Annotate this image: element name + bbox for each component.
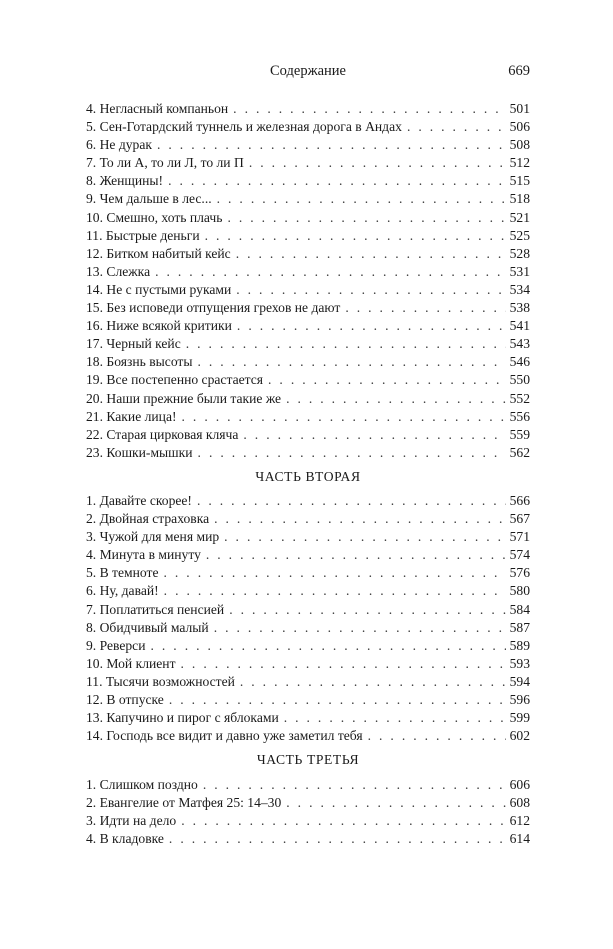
dot-leader (345, 299, 505, 317)
toc-entry-page: 531 (509, 263, 530, 279)
toc-entry-title: 14. Господь все видит и давно уже заметил тебя (86, 728, 363, 744)
toc-entry-title: 20. Наши прежние были такие же (86, 390, 282, 406)
toc-entry-page: 525 (509, 227, 530, 243)
toc-entry-title: 11. Тысячи возможностей (86, 673, 235, 689)
dot-leader (224, 528, 505, 546)
toc-entry-page: 508 (509, 137, 530, 153)
toc-part-three-list (86, 776, 530, 848)
toc-entry (86, 546, 530, 564)
toc-entry-title: 5. В темноте (86, 565, 159, 581)
part-two-heading: ЧАСТЬ ВТОРАЯ (255, 469, 361, 484)
toc-entry (86, 227, 530, 245)
dot-leader (205, 227, 506, 245)
dot-leader (249, 154, 506, 172)
toc-entry (86, 426, 530, 444)
dot-leader (157, 136, 506, 154)
toc-entry-page: 528 (509, 245, 530, 261)
toc-entry (86, 281, 530, 299)
toc-entry-page: 584 (509, 601, 530, 617)
toc-entry (86, 371, 530, 389)
toc-entry (86, 335, 530, 353)
toc-entry (86, 830, 530, 848)
dot-leader (198, 444, 506, 462)
toc-entry (86, 655, 530, 673)
toc-part-two-list (86, 492, 530, 745)
dot-leader (368, 727, 506, 745)
toc-entry-title: 10. Мой клиент (86, 655, 176, 671)
toc-entry-page: 543 (509, 336, 530, 352)
dot-leader (186, 335, 506, 353)
toc-entry-title: 6. Не дурак (86, 137, 152, 153)
toc-entry-title: 6. Ну, давай! (86, 583, 159, 599)
toc-entry-title: 7. То ли А, то ли Л, то ли П (86, 155, 244, 171)
toc-entry-title: 22. Старая цирковая кляча (86, 426, 239, 442)
toc-entry-title: 3. Идти на дело (86, 813, 177, 829)
toc-entry (86, 209, 530, 227)
toc-entry-page: 567 (509, 511, 530, 527)
toc-entry-page: 606 (509, 777, 530, 792)
toc-entry-title: 12. Битком набитый кейс (86, 245, 231, 261)
running-title: Содержание (270, 63, 346, 79)
toc-entry (86, 100, 530, 118)
toc-entry-title: 2. Евангелие от Матфея 25: 14–30 (86, 795, 282, 811)
toc-entry (86, 390, 530, 408)
toc-entry-page: 521 (509, 209, 530, 225)
dot-leader (286, 794, 505, 812)
toc-entry-title: 21. Какие лица! (86, 408, 177, 424)
toc-entry (86, 528, 530, 546)
toc-entry (86, 492, 530, 510)
toc-entry (86, 709, 530, 727)
toc-entry (86, 408, 530, 426)
toc-entry-page: 518 (509, 191, 530, 207)
page-number: 669 (508, 63, 530, 79)
dot-leader (197, 492, 506, 510)
toc-entry-page: 589 (509, 637, 530, 653)
toc-entry-title: 5. Сен-Готардский туннель и железная дорога в Андах (86, 119, 402, 135)
dot-leader (229, 601, 505, 619)
toc-entry-page: 599 (509, 710, 530, 726)
toc-entry (86, 154, 530, 172)
toc-entry (86, 172, 530, 190)
toc-entry (86, 118, 530, 136)
toc-entry (86, 691, 530, 709)
toc-entry (86, 812, 530, 830)
dot-leader (217, 190, 506, 208)
dot-leader (155, 263, 506, 281)
dot-leader (169, 830, 506, 848)
dot-leader (268, 371, 506, 389)
toc-entry-page: 512 (509, 155, 530, 171)
toc-entry-title: 12. В отпуске (86, 692, 164, 708)
dot-leader (284, 709, 506, 727)
toc-entry (86, 444, 530, 462)
dot-leader (237, 317, 506, 335)
toc-entry (86, 510, 530, 528)
toc-entry-title: 8. Женщины! (86, 173, 164, 189)
dot-leader (181, 812, 505, 830)
toc-entry-page: 587 (509, 619, 530, 635)
dot-leader (203, 776, 506, 794)
toc-entry (86, 190, 530, 208)
toc-entry-title: 9. Реверси (86, 637, 146, 653)
dot-leader (227, 209, 505, 227)
dot-leader (407, 118, 506, 136)
toc-entry-page: 556 (509, 408, 530, 424)
toc-entry (86, 263, 530, 281)
toc-entry-page: 602 (509, 728, 530, 744)
dot-leader (236, 281, 505, 299)
toc-entry-page: 593 (509, 655, 530, 671)
toc-entry-title: 9. Чем дальше в лес... (86, 191, 212, 207)
toc-entry-title: 13. Капучино и пирог с яблоками (86, 710, 279, 726)
toc-entry-page: 612 (509, 813, 530, 829)
toc-entry-page: 515 (509, 173, 530, 189)
toc-part-one-list (86, 100, 530, 462)
part-three-heading: ЧАСТЬ ТРЕТЬЯ (256, 752, 360, 767)
toc-entry-page: 594 (509, 673, 530, 689)
toc-entry-title: 19. Все постепенно срастается (86, 372, 264, 388)
toc-entry-page: 562 (509, 444, 530, 460)
toc-entry-title: 16. Ниже всякой критики (86, 318, 232, 334)
toc-entry (86, 353, 530, 371)
toc-entry-title: 14. Не с пустыми руками (86, 281, 232, 297)
toc-entry-title: 10. Смешно, хоть плачь (86, 209, 223, 225)
running-header (86, 63, 530, 85)
dot-leader (233, 100, 505, 118)
toc-entry-title: 18. Боязнь высоты (86, 354, 193, 370)
toc-entry-page: 566 (509, 493, 530, 508)
toc-entry-title: 2. Двойная страховка (86, 511, 210, 527)
toc-entry-page: 550 (509, 372, 530, 388)
toc-entry (86, 582, 530, 600)
dot-leader (182, 408, 506, 426)
toc-entry-page: 571 (509, 529, 530, 545)
toc-entry-title: 17. Черный кейс (86, 336, 181, 352)
toc-entry (86, 619, 530, 637)
toc-entry (86, 136, 530, 154)
dot-leader (198, 353, 506, 371)
toc-entry (86, 776, 530, 794)
toc-entry-title: 11. Быстрые деньги (86, 227, 200, 243)
toc-entry-title: 4. Минута в минуту (86, 547, 201, 563)
toc-entry-title: 23. Кошки-мышки (86, 444, 193, 460)
dot-leader (151, 637, 506, 655)
toc-entry (86, 794, 530, 812)
dot-leader (214, 510, 505, 528)
toc-entry-title: 7. Поплатиться пенсией (86, 601, 225, 617)
toc-entry-title: 1. Слишком поздно (86, 777, 198, 792)
dot-leader (164, 582, 506, 600)
toc-entry-title: 15. Без исповеди отпущения грехов не дают (86, 300, 341, 316)
toc-entry-page: 534 (509, 281, 530, 297)
toc-entry-page: 574 (509, 547, 530, 563)
toc-entry-page: 538 (509, 300, 530, 316)
toc-entry-page: 546 (509, 354, 530, 370)
toc-entry (86, 637, 530, 655)
dot-leader (169, 691, 506, 709)
toc-entry-page: 580 (509, 583, 530, 599)
toc-entry-title: 8. Обидчивый малый (86, 619, 209, 635)
toc-entry (86, 564, 530, 582)
toc-entry-title: 1. Давайте скорее! (86, 493, 192, 508)
toc-entry (86, 317, 530, 335)
dot-leader (181, 655, 506, 673)
toc-entry (86, 727, 530, 745)
toc-entry (86, 245, 530, 263)
dot-leader (240, 673, 506, 691)
dot-leader (286, 390, 506, 408)
dot-leader (214, 619, 506, 637)
toc-entry-page: 541 (509, 318, 530, 334)
toc-entry-title: 4. Негласный компаньон (86, 101, 229, 116)
toc-entry-page: 559 (509, 426, 530, 442)
toc-entry-title: 4. В кладовке (86, 831, 164, 847)
dot-leader (164, 564, 506, 582)
toc-entry-page: 552 (509, 390, 530, 406)
toc-entry-page: 506 (509, 119, 530, 135)
dot-leader (236, 245, 506, 263)
dot-leader (243, 426, 505, 444)
toc-entry (86, 299, 530, 317)
toc-entry-page: 614 (509, 831, 530, 847)
dot-leader (168, 172, 506, 190)
toc-entry-page: 576 (509, 565, 530, 581)
dot-leader (206, 546, 506, 564)
toc-entry (86, 601, 530, 619)
toc-entry-title: 13. Слежка (86, 263, 151, 279)
toc-entry-page: 501 (509, 101, 530, 116)
toc-entry-page: 596 (509, 692, 530, 708)
toc-entry (86, 673, 530, 691)
toc-entry-title: 3. Чужой для меня мир (86, 529, 220, 545)
toc-entry-page: 608 (509, 795, 530, 811)
